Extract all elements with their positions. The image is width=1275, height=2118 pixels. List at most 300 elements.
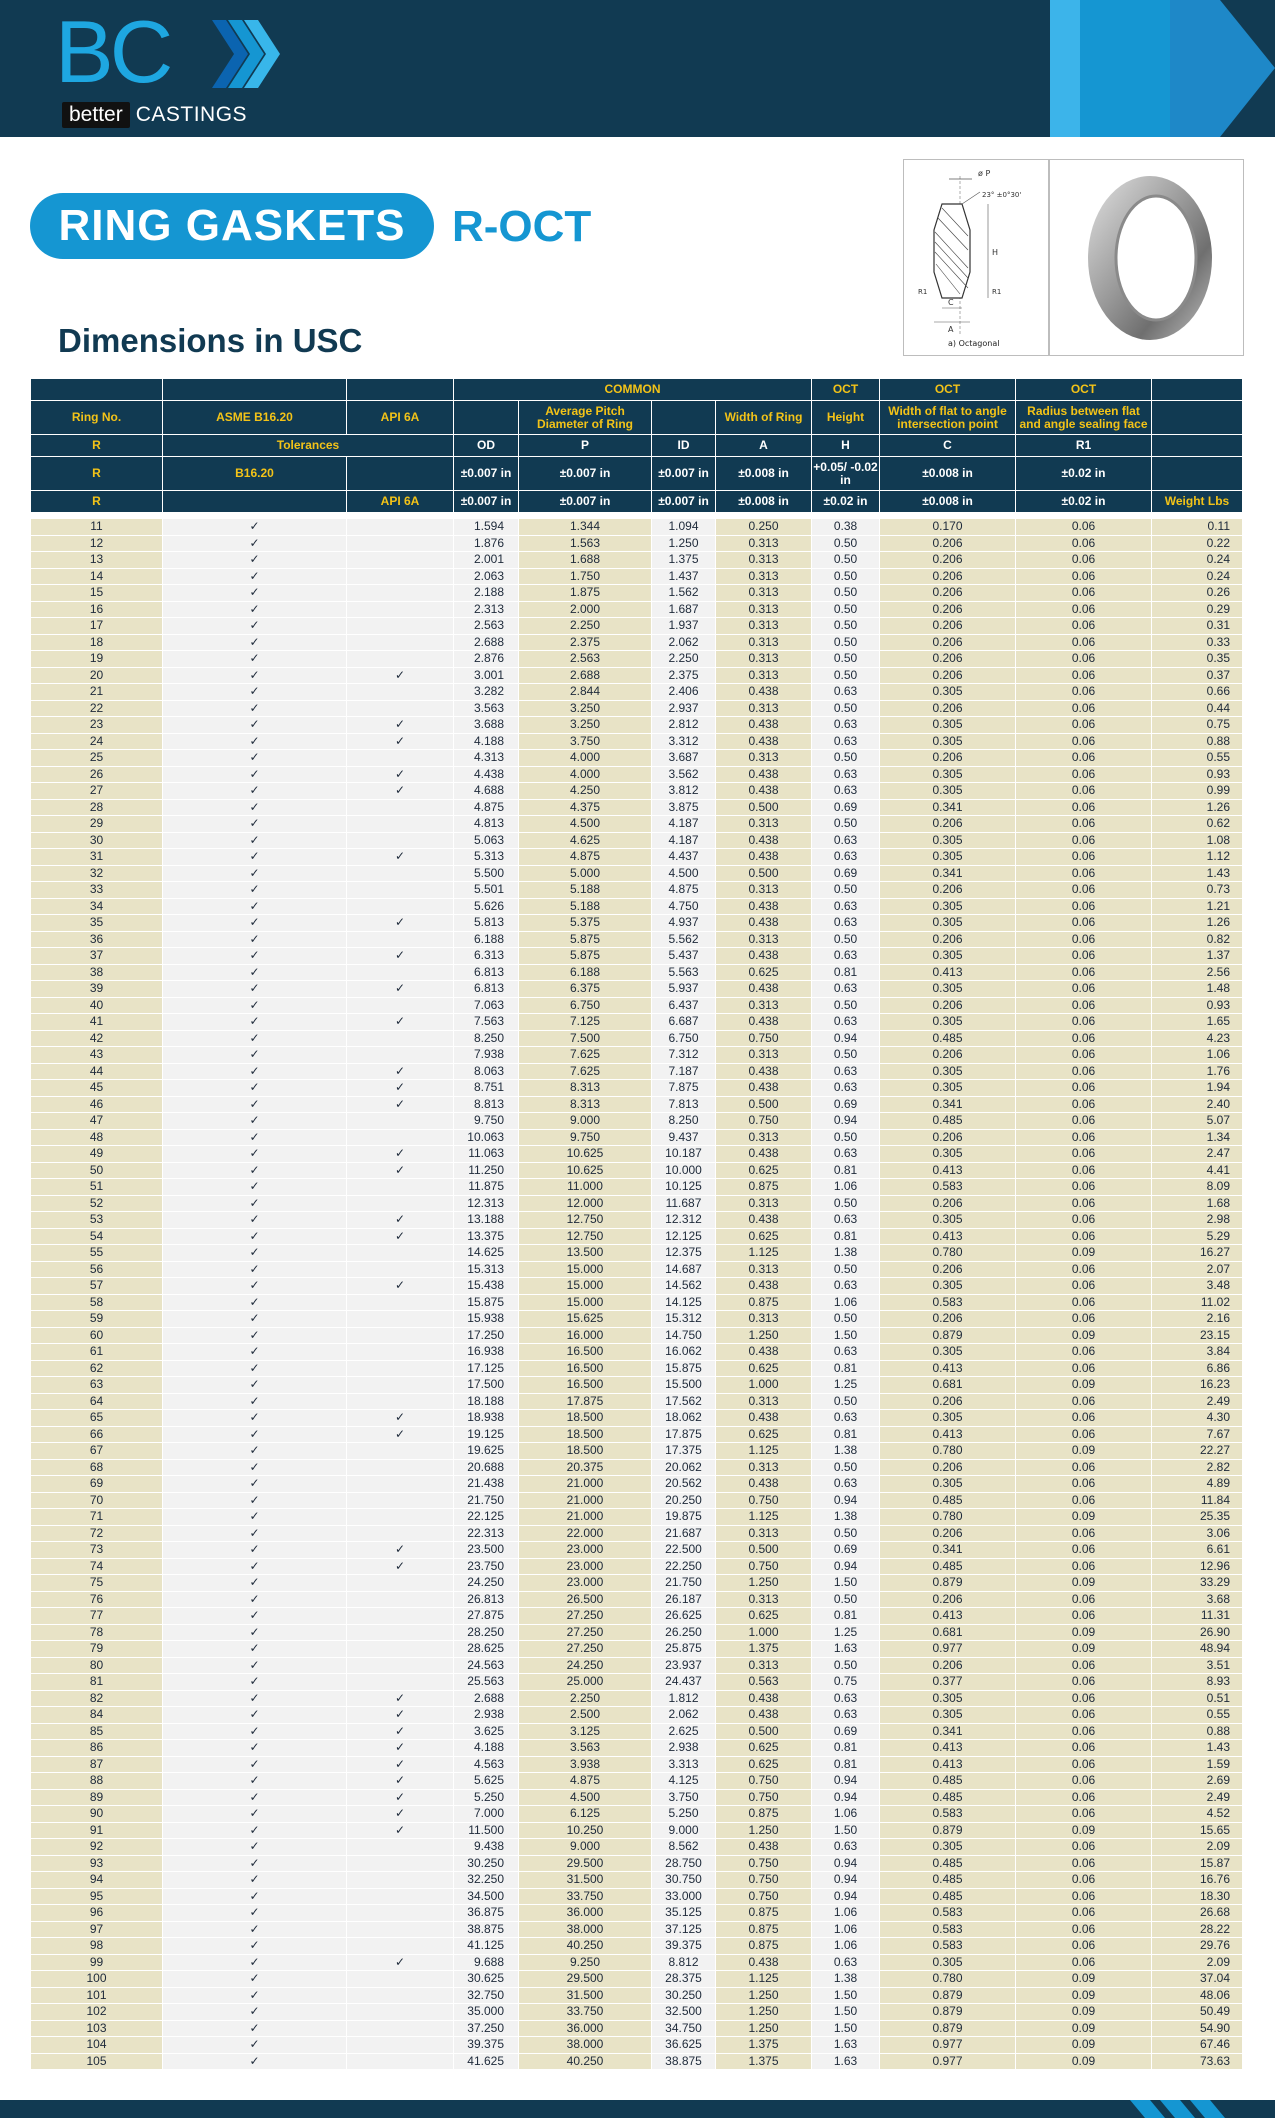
cell-width: 0.438 xyxy=(716,733,812,750)
cell-height: 0.50 xyxy=(812,552,880,569)
cell-weight: 2.56 xyxy=(1152,964,1243,981)
cell-pitch: 7.500 xyxy=(519,1030,652,1047)
cell-asme-check: ✓ xyxy=(163,1591,347,1608)
cell-ring-no: 89 xyxy=(31,1789,163,1806)
cell-weight: 5.29 xyxy=(1152,1228,1243,1245)
tol-c: ±0.008 in xyxy=(880,457,1016,491)
cell-radius: 0.09 xyxy=(1016,1822,1152,1839)
cell-api-check: ✓ xyxy=(347,948,454,965)
hdr-blank xyxy=(454,401,519,435)
cell-id: 30.250 xyxy=(652,1987,716,2004)
cell-id: 1.375 xyxy=(652,552,716,569)
cell-height: 0.63 xyxy=(812,1146,880,1163)
cell-od: 4.875 xyxy=(454,799,519,816)
cell-od: 13.188 xyxy=(454,1212,519,1229)
cell-weight: 1.76 xyxy=(1152,1063,1243,1080)
cell-ring-no: 33 xyxy=(31,882,163,899)
cell-api-check xyxy=(347,882,454,899)
cell-api-check xyxy=(347,700,454,717)
cell-id: 2.938 xyxy=(652,1740,716,1757)
cell-radius: 0.09 xyxy=(1016,1987,1152,2004)
cell-radius: 0.06 xyxy=(1016,667,1152,684)
cell-pitch: 10.625 xyxy=(519,1146,652,1163)
cell-flat: 0.206 xyxy=(880,1393,1016,1410)
cell-width: 0.313 xyxy=(716,1459,812,1476)
cell-od: 30.250 xyxy=(454,1855,519,1872)
cell-flat: 0.206 xyxy=(880,1311,1016,1328)
cell-od: 41.125 xyxy=(454,1938,519,1955)
cell-radius: 0.09 xyxy=(1016,1575,1152,1592)
cell-width: 1.375 xyxy=(716,2053,812,2070)
cell-flat: 0.413 xyxy=(880,1360,1016,1377)
cell-asme-check: ✓ xyxy=(163,1921,347,1938)
cell-radius: 0.06 xyxy=(1016,1294,1152,1311)
cell-pitch: 16.500 xyxy=(519,1377,652,1394)
hdr-oct-radius: OCT xyxy=(1016,379,1152,401)
cell-height: 0.63 xyxy=(812,898,880,915)
cell-radius: 0.06 xyxy=(1016,1113,1152,1130)
cell-api-check xyxy=(347,931,454,948)
cell-ring-no: 50 xyxy=(31,1162,163,1179)
cell-od: 4.438 xyxy=(454,766,519,783)
table-row xyxy=(31,816,1243,833)
hdr-blank xyxy=(31,379,163,401)
table-row xyxy=(31,1707,1243,1724)
cell-height: 1.06 xyxy=(812,1921,880,1938)
cell-api-check xyxy=(347,2053,454,2070)
cell-asme-check: ✓ xyxy=(163,1228,347,1245)
cell-width: 0.313 xyxy=(716,568,812,585)
cell-radius: 0.06 xyxy=(1016,1063,1152,1080)
table-row xyxy=(31,1492,1243,1509)
table-row xyxy=(31,1377,1243,1394)
cell-pitch: 4.875 xyxy=(519,849,652,866)
cell-od: 5.501 xyxy=(454,882,519,899)
table-row xyxy=(31,1954,1243,1971)
cell-asme-check: ✓ xyxy=(163,1278,347,1295)
cell-width: 0.313 xyxy=(716,882,812,899)
cell-api-check xyxy=(347,1393,454,1410)
cell-pitch: 36.000 xyxy=(519,2020,652,2037)
cell-pitch: 3.125 xyxy=(519,1723,652,1740)
cell-radius: 0.09 xyxy=(1016,2020,1152,2037)
cell-radius: 0.06 xyxy=(1016,1393,1152,1410)
cell-od: 34.500 xyxy=(454,1888,519,1905)
cell-id: 11.687 xyxy=(652,1195,716,1212)
diagram-height-label: H xyxy=(992,248,999,257)
cell-height: 0.69 xyxy=(812,1096,880,1113)
cell-ring-no: 75 xyxy=(31,1575,163,1592)
table-row xyxy=(31,1212,1243,1229)
cell-radius: 0.06 xyxy=(1016,1278,1152,1295)
cell-pitch: 2.250 xyxy=(519,618,652,635)
cell-pitch: 3.250 xyxy=(519,717,652,734)
cell-ring-no: 71 xyxy=(31,1509,163,1526)
cell-api-check xyxy=(347,750,454,767)
cell-ring-no: 77 xyxy=(31,1608,163,1625)
cell-ring-no: 79 xyxy=(31,1641,163,1658)
cell-flat: 0.206 xyxy=(880,1047,1016,1064)
cell-asme-check: ✓ xyxy=(163,1459,347,1476)
cell-id: 15.312 xyxy=(652,1311,716,1328)
cell-api-check: ✓ xyxy=(347,1278,454,1295)
cell-height: 0.50 xyxy=(812,1195,880,1212)
cell-od: 4.813 xyxy=(454,816,519,833)
table-row xyxy=(31,535,1243,552)
cell-width: 0.625 xyxy=(716,1360,812,1377)
cell-radius: 0.06 xyxy=(1016,816,1152,833)
cell-id: 1.250 xyxy=(652,535,716,552)
table-row xyxy=(31,1080,1243,1097)
cell-height: 0.94 xyxy=(812,1773,880,1790)
table-row xyxy=(31,1888,1243,1905)
cell-pitch: 21.000 xyxy=(519,1476,652,1493)
cell-api-check xyxy=(347,535,454,552)
cell-api-check xyxy=(347,1839,454,1856)
cell-asme-check: ✓ xyxy=(163,1179,347,1196)
cell-pitch: 21.000 xyxy=(519,1492,652,1509)
cell-ring-no: 88 xyxy=(31,1773,163,1790)
cell-api-check xyxy=(347,1129,454,1146)
cell-api-check xyxy=(347,1888,454,1905)
diagram-radius-label-right: R1 xyxy=(992,288,1002,296)
cell-api-check xyxy=(347,601,454,618)
cell-asme-check: ✓ xyxy=(163,1542,347,1559)
cell-weight: 1.48 xyxy=(1152,981,1243,998)
cell-width: 1.250 xyxy=(716,2004,812,2021)
cell-od: 21.438 xyxy=(454,1476,519,1493)
cell-id: 20.062 xyxy=(652,1459,716,1476)
cell-pitch: 27.250 xyxy=(519,1641,652,1658)
cell-width: 0.500 xyxy=(716,799,812,816)
cell-id: 18.062 xyxy=(652,1410,716,1427)
cell-pitch: 33.750 xyxy=(519,2004,652,2021)
table-row xyxy=(31,568,1243,585)
header-row-groups xyxy=(31,379,1243,401)
cell-height: 0.50 xyxy=(812,931,880,948)
cell-pitch: 33.750 xyxy=(519,1888,652,1905)
cell-ring-no: 36 xyxy=(31,931,163,948)
cell-width: 0.750 xyxy=(716,1789,812,1806)
cell-flat: 0.206 xyxy=(880,882,1016,899)
cell-weight: 0.82 xyxy=(1152,931,1243,948)
cell-pitch: 38.000 xyxy=(519,1921,652,1938)
cell-api-check xyxy=(347,1657,454,1674)
cell-flat: 0.305 xyxy=(880,1839,1016,1856)
cell-radius: 0.06 xyxy=(1016,1212,1152,1229)
cell-id: 2.250 xyxy=(652,651,716,668)
cell-asme-check: ✓ xyxy=(163,1624,347,1641)
cell-weight: 0.44 xyxy=(1152,700,1243,717)
cell-id: 7.312 xyxy=(652,1047,716,1064)
cell-width: 0.875 xyxy=(716,1806,812,1823)
cell-ring-no: 30 xyxy=(31,832,163,849)
cell-weight: 0.62 xyxy=(1152,816,1243,833)
table-row xyxy=(31,1740,1243,1757)
cell-height: 0.63 xyxy=(812,1954,880,1971)
cell-pitch: 1.563 xyxy=(519,535,652,552)
cell-od: 28.625 xyxy=(454,1641,519,1658)
cell-flat: 0.305 xyxy=(880,898,1016,915)
cell-width: 0.438 xyxy=(716,1063,812,1080)
cell-width: 1.250 xyxy=(716,1987,812,2004)
cell-flat: 0.206 xyxy=(880,667,1016,684)
hdr-h: H xyxy=(812,435,880,457)
footer-chevrons-icon xyxy=(1075,2100,1275,2118)
cell-weight: 0.88 xyxy=(1152,733,1243,750)
cell-radius: 0.06 xyxy=(1016,1195,1152,1212)
cell-ring-no: 82 xyxy=(31,1690,163,1707)
cell-flat: 0.305 xyxy=(880,1014,1016,1031)
cell-pitch: 2.500 xyxy=(519,1707,652,1724)
cell-weight: 18.30 xyxy=(1152,1888,1243,1905)
cell-asme-check: ✓ xyxy=(163,1261,347,1278)
cell-radius: 0.06 xyxy=(1016,1459,1152,1476)
cell-weight: 1.94 xyxy=(1152,1080,1243,1097)
cell-height: 1.06 xyxy=(812,1905,880,1922)
cell-weight: 2.07 xyxy=(1152,1261,1243,1278)
cell-height: 0.94 xyxy=(812,1492,880,1509)
table-row xyxy=(31,1921,1243,1938)
cell-weight: 0.35 xyxy=(1152,651,1243,668)
cell-flat: 0.305 xyxy=(880,1063,1016,1080)
section-title: Dimensions in USC xyxy=(58,322,363,359)
hdr-c: C xyxy=(880,435,1016,457)
cell-height: 1.50 xyxy=(812,1987,880,2004)
cell-width: 0.750 xyxy=(716,1872,812,1889)
cell-od: 20.688 xyxy=(454,1459,519,1476)
cell-height: 0.63 xyxy=(812,1476,880,1493)
cell-flat: 0.879 xyxy=(880,1822,1016,1839)
cell-radius: 0.09 xyxy=(1016,1509,1152,1526)
cell-id: 24.437 xyxy=(652,1674,716,1691)
cell-id: 35.125 xyxy=(652,1905,716,1922)
table-row xyxy=(31,1938,1243,1955)
cell-height: 0.63 xyxy=(812,1212,880,1229)
cell-weight: 1.08 xyxy=(1152,832,1243,849)
cell-radius: 0.06 xyxy=(1016,684,1152,701)
cell-weight: 29.76 xyxy=(1152,1938,1243,1955)
cell-flat: 0.305 xyxy=(880,1146,1016,1163)
cell-id: 4.750 xyxy=(652,898,716,915)
cell-od: 36.875 xyxy=(454,1905,519,1922)
table-row xyxy=(31,1509,1243,1526)
hdr-weight: Weight Lbs xyxy=(1152,491,1243,513)
cell-height: 0.81 xyxy=(812,1756,880,1773)
cell-height: 0.50 xyxy=(812,1261,880,1278)
cell-radius: 0.06 xyxy=(1016,1080,1152,1097)
table-row xyxy=(31,750,1243,767)
cell-width: 0.438 xyxy=(716,915,812,932)
cell-weight: 15.87 xyxy=(1152,1855,1243,1872)
cell-height: 0.50 xyxy=(812,634,880,651)
cell-pitch: 5.188 xyxy=(519,898,652,915)
cell-pitch: 5.000 xyxy=(519,865,652,882)
cell-height: 0.63 xyxy=(812,783,880,800)
cell-id: 20.250 xyxy=(652,1492,716,1509)
cell-pitch: 15.000 xyxy=(519,1261,652,1278)
cell-radius: 0.09 xyxy=(1016,1443,1152,1460)
cell-weight: 4.23 xyxy=(1152,1030,1243,1047)
cell-ring-no: 90 xyxy=(31,1806,163,1823)
cell-asme-check: ✓ xyxy=(163,1063,347,1080)
cell-api-check xyxy=(347,1344,454,1361)
cell-radius: 0.09 xyxy=(1016,1971,1152,1988)
cell-height: 0.63 xyxy=(812,717,880,734)
cell-flat: 0.583 xyxy=(880,1179,1016,1196)
cell-weight: 11.84 xyxy=(1152,1492,1243,1509)
cell-asme-check: ✓ xyxy=(163,1195,347,1212)
cell-ring-no: 14 xyxy=(31,568,163,585)
cell-flat: 0.305 xyxy=(880,1410,1016,1427)
page-subtitle: R-OCT xyxy=(452,202,592,251)
cell-height: 0.50 xyxy=(812,568,880,585)
cell-api-check xyxy=(347,552,454,569)
cell-api-check xyxy=(347,1113,454,1130)
cell-height: 0.81 xyxy=(812,964,880,981)
cell-height: 0.63 xyxy=(812,1063,880,1080)
cell-height: 0.50 xyxy=(812,585,880,602)
cell-weight: 4.41 xyxy=(1152,1162,1243,1179)
cell-weight: 8.09 xyxy=(1152,1179,1243,1196)
cell-radius: 0.06 xyxy=(1016,1410,1152,1427)
cell-flat: 0.341 xyxy=(880,1096,1016,1113)
table-row xyxy=(31,1476,1243,1493)
table-row xyxy=(31,651,1243,668)
table-row xyxy=(31,2037,1243,2054)
cell-radius: 0.06 xyxy=(1016,519,1152,535)
table-row xyxy=(31,1674,1243,1691)
cell-asme-check: ✓ xyxy=(163,1723,347,1740)
cell-api-check xyxy=(347,1443,454,1460)
cell-width: 1.375 xyxy=(716,2037,812,2054)
cell-flat: 0.780 xyxy=(880,1509,1016,1526)
cell-asme-check: ✓ xyxy=(163,1393,347,1410)
table-row xyxy=(31,1014,1243,1031)
hdr-std-b1620: B16.20 xyxy=(163,457,347,491)
cell-width: 0.313 xyxy=(716,816,812,833)
cell-pitch: 23.000 xyxy=(519,1575,652,1592)
cell-weight: 4.89 xyxy=(1152,1476,1243,1493)
cell-pitch: 18.500 xyxy=(519,1443,652,1460)
cell-ring-no: 103 xyxy=(31,2020,163,2037)
cell-asme-check: ✓ xyxy=(163,783,347,800)
cell-weight: 0.51 xyxy=(1152,1690,1243,1707)
cell-od: 8.063 xyxy=(454,1063,519,1080)
cell-pitch: 13.500 xyxy=(519,1245,652,1262)
cell-flat: 0.305 xyxy=(880,832,1016,849)
cell-width: 0.750 xyxy=(716,1492,812,1509)
cell-weight: 0.33 xyxy=(1152,634,1243,651)
table-row xyxy=(31,1839,1243,1856)
cell-ring-no: 15 xyxy=(31,585,163,602)
cell-id: 5.937 xyxy=(652,981,716,998)
cell-id: 2.375 xyxy=(652,667,716,684)
cell-pitch: 1.750 xyxy=(519,568,652,585)
cell-pitch: 27.250 xyxy=(519,1608,652,1625)
cell-id: 2.406 xyxy=(652,684,716,701)
cell-api-check xyxy=(347,651,454,668)
cell-asme-check: ✓ xyxy=(163,1905,347,1922)
cell-height: 0.63 xyxy=(812,1344,880,1361)
cell-flat: 0.681 xyxy=(880,1624,1016,1641)
cell-asme-check: ✓ xyxy=(163,750,347,767)
logo-tagline-castings: CASTINGS xyxy=(135,103,248,126)
cell-pitch: 9.000 xyxy=(519,1113,652,1130)
cell-radius: 0.06 xyxy=(1016,1146,1152,1163)
cell-id: 21.687 xyxy=(652,1525,716,1542)
cell-flat: 0.377 xyxy=(880,1674,1016,1691)
cell-od: 17.250 xyxy=(454,1327,519,1344)
cell-height: 1.63 xyxy=(812,2053,880,2070)
cell-radius: 0.06 xyxy=(1016,1261,1152,1278)
cell-pitch: 21.000 xyxy=(519,1509,652,1526)
hdr-id: ID xyxy=(652,435,716,457)
cell-width: 0.875 xyxy=(716,1905,812,1922)
cell-id: 14.750 xyxy=(652,1327,716,1344)
cell-weight: 1.43 xyxy=(1152,865,1243,882)
cell-id: 8.812 xyxy=(652,1954,716,1971)
cell-width: 0.625 xyxy=(716,1162,812,1179)
cell-flat: 0.583 xyxy=(880,1294,1016,1311)
table-row xyxy=(31,618,1243,635)
cell-height: 0.81 xyxy=(812,1228,880,1245)
cell-flat: 0.977 xyxy=(880,2037,1016,2054)
cell-width: 0.500 xyxy=(716,1542,812,1559)
cell-pitch: 3.938 xyxy=(519,1756,652,1773)
cell-api-check xyxy=(347,2020,454,2037)
cell-weight: 0.93 xyxy=(1152,766,1243,783)
cell-id: 2.812 xyxy=(652,717,716,734)
cell-id: 7.875 xyxy=(652,1080,716,1097)
cell-od: 8.751 xyxy=(454,1080,519,1097)
cell-asme-check: ✓ xyxy=(163,865,347,882)
cell-radius: 0.06 xyxy=(1016,1921,1152,1938)
cell-api-check xyxy=(347,1624,454,1641)
cell-od: 15.875 xyxy=(454,1294,519,1311)
cell-api-check xyxy=(347,585,454,602)
cell-ring-no: 44 xyxy=(31,1063,163,1080)
cell-flat: 0.305 xyxy=(880,684,1016,701)
cell-radius: 0.06 xyxy=(1016,849,1152,866)
cell-weight: 23.15 xyxy=(1152,1327,1243,1344)
cell-weight: 0.24 xyxy=(1152,568,1243,585)
cell-pitch: 16.500 xyxy=(519,1344,652,1361)
cell-flat: 0.485 xyxy=(880,1558,1016,1575)
cell-radius: 0.06 xyxy=(1016,1179,1152,1196)
cell-flat: 0.583 xyxy=(880,1921,1016,1938)
hdr-od: OD xyxy=(454,435,519,457)
cell-id: 10.187 xyxy=(652,1146,716,1163)
cell-id: 23.937 xyxy=(652,1657,716,1674)
cell-id: 10.000 xyxy=(652,1162,716,1179)
cell-od: 5.313 xyxy=(454,849,519,866)
cell-radius: 0.09 xyxy=(1016,2004,1152,2021)
cell-asme-check: ✓ xyxy=(163,1294,347,1311)
table-row xyxy=(31,1030,1243,1047)
cell-id: 21.750 xyxy=(652,1575,716,1592)
cell-height: 0.69 xyxy=(812,1723,880,1740)
cell-api-check xyxy=(347,1311,454,1328)
cell-od: 15.438 xyxy=(454,1278,519,1295)
table-row xyxy=(31,1245,1243,1262)
cell-weight: 6.86 xyxy=(1152,1360,1243,1377)
cell-radius: 0.09 xyxy=(1016,1327,1152,1344)
cell-width: 0.500 xyxy=(716,1723,812,1740)
cell-height: 0.69 xyxy=(812,1542,880,1559)
cell-ring-no: 31 xyxy=(31,849,163,866)
cell-od: 8.813 xyxy=(454,1096,519,1113)
